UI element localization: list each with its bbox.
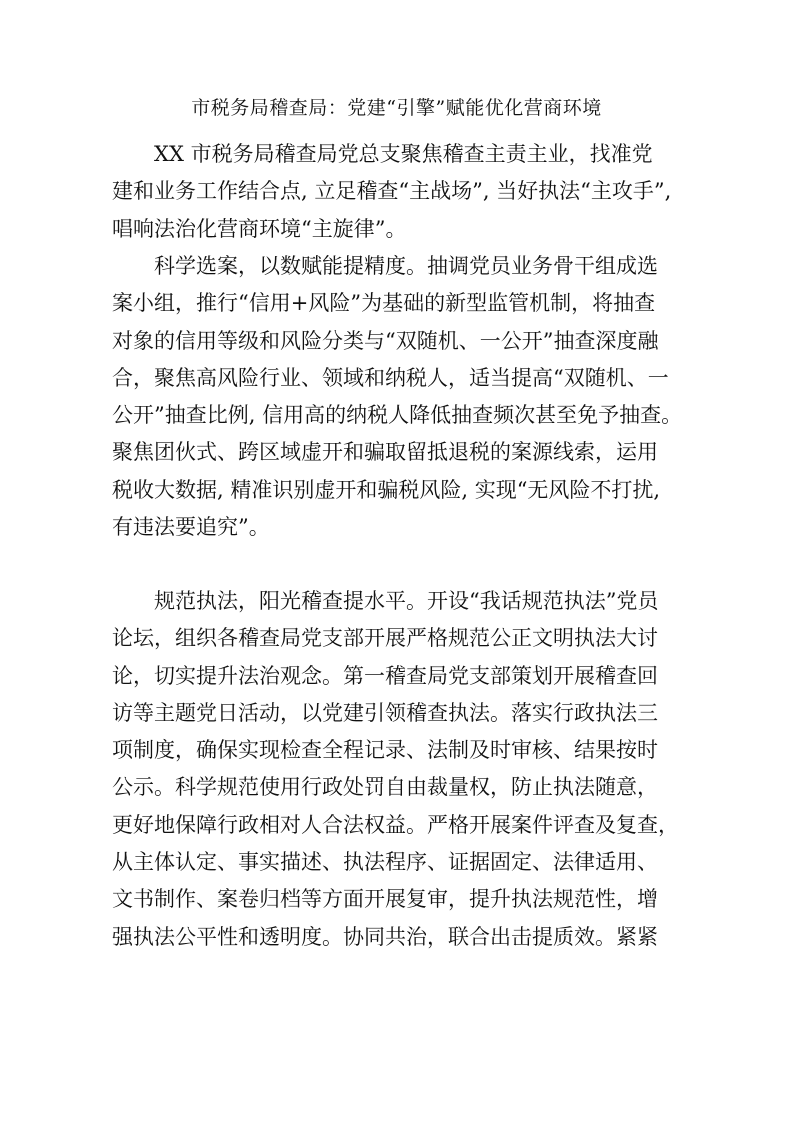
text-line: 规范执法，阳光稽查提水平。开设“我话规范执法”党员 xyxy=(154,589,659,613)
text-line: 有违法要追究”。 xyxy=(112,515,270,540)
text-line: 公示。科学规范使用行政处罚自由裁量权，防止执法随意， xyxy=(112,775,658,800)
text-line: 论，切实提升法治观念。第一稽查局党支部策划开展稽查回 xyxy=(112,663,658,688)
text-line: 项制度，确保实现检查全程记录、法制及时审核、结果按时 xyxy=(112,738,658,763)
text-line: 合，聚焦高风险行业、领域和纳税人，适当提高“双随机、一 xyxy=(112,365,669,390)
text-line: 公开”抽查比例, 信用高的纳税人降低抽查频次甚至免予抽查。 xyxy=(112,403,683,428)
text-line: 访等主题党日活动，以党建引领稽查执法。落实行政执法三 xyxy=(112,700,658,725)
text-line: 文书制作、案卷归档等方面开展复审，提升执法规范性，增 xyxy=(112,887,658,912)
text-line: 对象的信用等级和风险分类与“双随机、一公开”抽查深度融 xyxy=(112,328,659,353)
text-line: 论坛，组织各稽查局党支部开展严格规范公正文明执法大讨 xyxy=(112,626,658,651)
paragraph-intro xyxy=(112,136,687,248)
paragraph-case-selection xyxy=(112,248,687,546)
text-line: 从主体认定、事实描述、执法程序、证据固定、法律适用、 xyxy=(112,850,658,875)
text-line: 税收大数据, 精准识别虚开和骗税风险, 实现“无风险不打扰, xyxy=(112,477,661,502)
text-line: 强执法公平性和透明度。协同共治，联合出击提质效。紧紧 xyxy=(112,924,658,949)
text-line: 聚焦团伙式、跨区域虚开和骗取留抵退税的案源线索，运用 xyxy=(112,440,658,465)
text-line: 更好地保障行政相对人合法权益。严格开展案件评查及复查， xyxy=(112,812,679,837)
text-line: 唱响法治化营商环境“主旋律”。 xyxy=(112,216,407,241)
text-line: 科学选案，以数赋能提精度。抽调党员业务骨干组成选 xyxy=(154,254,658,278)
text-line: 案小组，推行“信用+风险”为基础的新型监管机制，将抽查 xyxy=(112,291,656,316)
text-line: XX 市税务局稽查局党总支聚焦稽查主责主业，找准党 xyxy=(154,142,653,166)
paragraph-standard-enforcement xyxy=(112,583,687,956)
text-line: 建和业务工作结合点, 立足稽查“主战场”, 当好执法“主攻手”, xyxy=(112,179,672,204)
document-title: 市税务局稽查局：党建“引擎”赋能优化营商环境 xyxy=(191,97,602,119)
